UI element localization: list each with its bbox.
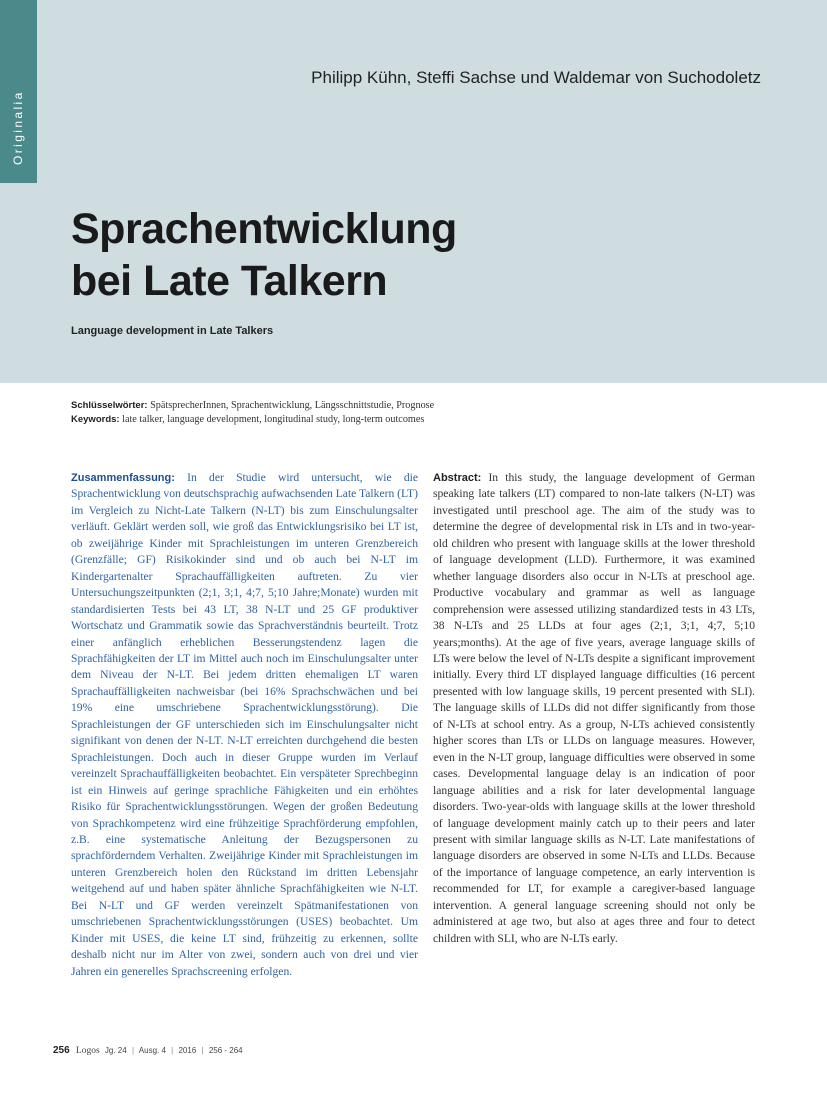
footer-separator: | — [201, 1046, 204, 1055]
abstract-german-label: Zusammenfassung: — [71, 472, 175, 484]
abstract-english — [433, 470, 755, 947]
title-line-1: Sprachentwicklung — [71, 205, 457, 253]
journal-name: Logos — [75, 1046, 100, 1056]
footer-separator: | — [171, 1046, 174, 1055]
page-number: 256 — [53, 1045, 70, 1056]
page-range: 256 - 264 — [208, 1046, 243, 1055]
footer-separator: | — [131, 1046, 135, 1055]
keywords-en — [71, 414, 424, 425]
keywords-de — [71, 400, 434, 411]
keywords-en-text: late talker, language development, longitudinal study, long-term outcomes — [122, 414, 425, 425]
journal-year: 2016 — [178, 1046, 197, 1055]
abstract-german-text: In der Studie wird untersucht, wie die Sprachentwicklung von deutschsprachig aufwachsenden Late Talkern (LT) im Vergleich zu Nicht-Late Talkern (N-LT) bis zum Einschulungsalter verläuft. Geklärt werden soll, wie groß das Entwicklungsrisiko bei LT ist, ob zweijährige Kinder mit Sprachleistungen im unteren Grenzbereich (Grenzfälle; GF) Risikokinder sind und ob auch bei N-LT im Kindergartenalter Sprachauffälligkeiten auftreten. Zu vier Untersuchungszeitpunkten (2;1, 3;1, 4;7, 5;10 Jahre;Monate) wurden mit standardisierten Tests bei 43 LT, 38 N-LT und 25 GF produktiver Wortschatz und Grammatik sowie das Sprachverständnis beurteilt. Trotz einer anfänglich erheblichen Besserungstendenz lagen die Sprachfähigkeiten der LT im Mittel auch noch im Einschulungsalter unter dem Niveau der N-LT. Bei jedem dritten ehemaligen LT waren Sprachauffälligkeiten nachweisbar (bei 16% Sprachschwächen und bei 19% eine umschriebene Sprachentwicklungsstörung). Die Sprachleistungen der GF unterschieden sich im Einschulungsalter nicht signifikant von denen der N-LT. N-LT erreichten durchgehend die besten Sprachleistungen. Doch auch in dieser Gruppe wurden im Verlauf vereinzelt Sprachauffälligkeiten beobachtet. Ein verspäteter Sprechbeginn ist ein Hinweis auf geringe sprachliche Fähigkeiten und ein erhöhtes Risiko für Sprachentwicklungsstörungen. Wegen der großen Bedeutung von Sprachkompetenz wird eine frühzeitige Sprachförderung empfohlen, z.B. eine systematische Anleitung der Bezugspersonen zu sprachförderndem Verhalten. Zweijährige Kinder mit Sprachleistungen im unteren Grenzbereich holen den Rückstand im dritten Lebensjahr weitgehend auf und haben später ähnliche Sprachfähigkeiten wie N-LT. Bei N-LT und GF werden vereinzelt Spätmanifestationen von umschriebenen Sprachentwicklungsstörungen (USES) beobachtet. Um Kinder mit USES, die keine LT sind, frühzeitig zu erkennen, sollte deshalb nicht nur im Alter von zwei, sondern auch von drei und vier Jahren ein generelles Sprachscreening erfolgen. — [71, 471, 418, 978]
journal-issue: Ausg. 4 — [138, 1046, 166, 1055]
english-subtitle: Language development in Late Talkers — [71, 325, 274, 337]
section-label: Originalia — [11, 90, 25, 165]
title-line-2: bei Late Talkern — [71, 257, 388, 305]
article-title — [71, 203, 457, 307]
page-footer — [53, 1045, 243, 1056]
keywords-en-label: Keywords: — [71, 414, 120, 425]
abstract-english-text: In this study, the language development of German speaking late talkers (LT) compared to non-late talkers (N-LT) was investigated until preschool age. The aim of the study was to determine the degree of developmental risk in LTs and in two-year-old children who present with language skills at the lower threshold of language development (LLD). Furthermore, it was examined whether language disorders also occur in N-LTs at preschool age. Productive vocabulary and grammar as well as language comprehension were assessed utilizing standardized tests in 43 LTs, 38 N-LTs and 25 LLDs at four ages (2;1, 3;1, 4;7, 5;10 years;months). At the age of five years, average language skills of LTs were below the level of N-LTs despite a significant improvement initially. Every third LT displayed language difficulties (16 percent presented with low language skills, 19 percent presented with SLI). The language skills of LLDs did not differ significantly from those of N-LTs at school entry. As a group, N-LTs achieved consistently higher scores than LTs or LLDs on language measures. However, even in the N-LT group, language difficulties were observed in some cases. Developmental language delay is an indication of poor language abilities and a risk for later developmental language disorders. Two-year-olds with language skills at the lower threshold of language development mainly catch up to their peers and later present with similar language skills as N-LT. Late manifestations of language disorders are observed in some N-LTs and LLDs. Because of the importance of language competence, an early intervention is recommended for LT, for example a caregiver-based language intervention. A general language screening should not only be administered at age two, but also at ages three and four to detect children with SLI, who are N-LTs early. — [433, 471, 755, 945]
authors: Philipp Kühn, Steffi Sachse und Waldemar von Suchodoletz — [311, 68, 761, 87]
abstract-english-label: Abstract: — [433, 472, 482, 484]
abstract-german — [71, 470, 418, 980]
keywords-de-label: Schlüsselwörter: — [71, 400, 148, 411]
keywords-de-text: SpätsprecherInnen, Sprachentwicklung, Längsschnittstudie, Prognose — [150, 400, 435, 411]
journal-volume: Jg. 24 — [104, 1046, 127, 1055]
